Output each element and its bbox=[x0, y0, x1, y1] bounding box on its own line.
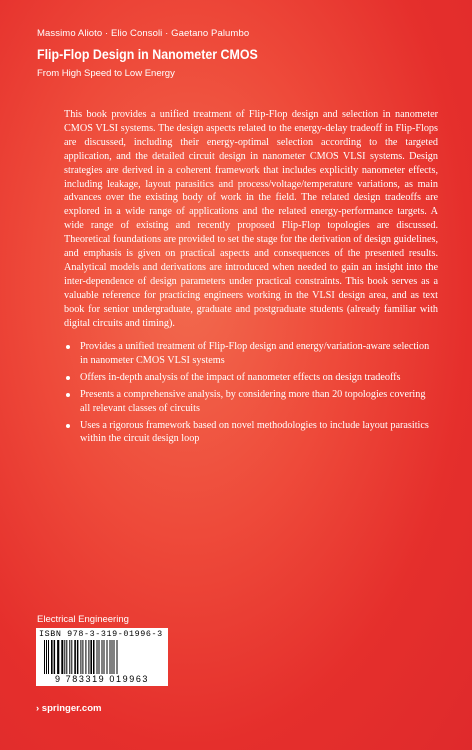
book-title: Flip-Flop Design in Nanometer CMOS bbox=[37, 47, 258, 62]
feature-item: Provides a unified treatment of Flip-Flop design and energy/variation-aware selection in nanometer CMOS VLSI systems bbox=[64, 340, 438, 368]
barcode-digits: 9 783319 019963 bbox=[54, 674, 150, 684]
barcode-bars bbox=[44, 640, 160, 674]
publisher-website: › springer.com bbox=[36, 703, 102, 714]
book-subtitle: From High Speed to Low Energy bbox=[37, 68, 175, 79]
feature-item: Uses a rigorous framework based on novel methodologies to include layout parasitics within the circuit design loop bbox=[64, 419, 438, 447]
isbn-text: ISBN 978-3-319-01996-3 bbox=[39, 629, 163, 639]
feature-item: Offers in-depth analysis of the impact of nanometer effects on design tradeoffs bbox=[64, 371, 438, 385]
subject-category: Electrical Engineering bbox=[37, 614, 129, 625]
description-paragraph: This book provides a unified treatment of Flip-Flop design and selection in nanometer CMOS VLSI systems. The design aspects related to the energy-delay tradeoff in Flip-Flops are discussed, including their energy-optimal selection according to the targeted application, and the detailed circuit design in nanometer CMOS VLSI systems. Design strategies are derived in a coherent framework that includes explicitly nanometer effects, including leakage, layout parasitics and process/voltage/temperature variations, as main advances over the existing body of work in the field. The related design tradeoffs are explored in a wide range of applications and the related energy-performance targets. A wide range of existing and recently proposed Flip-Flop topologies are discussed. Theoretical foundations are provided to set the stage for the derivation of design guidelines, and emphasis is given on practical aspects and consequences of the presented results. Analytical models and derivations are introduced when needed to gain an insight into the inter-dependence of design parameters under practical constraints. This book serves as a valuable reference for practicing engineers working in the VLSI design area, and as text book for senior undergraduate, graduate and postgraduate students (already familiar with digital circuits and timing). bbox=[64, 109, 438, 329]
authors: Massimo Alioto · Elio Consoli · Gaetano Palumbo bbox=[37, 28, 250, 39]
feature-list bbox=[64, 340, 438, 449]
barcode bbox=[36, 628, 168, 686]
feature-item: Presents a comprehensive analysis, by considering more than 20 topologies covering all relevant classes of circuits bbox=[64, 388, 438, 416]
